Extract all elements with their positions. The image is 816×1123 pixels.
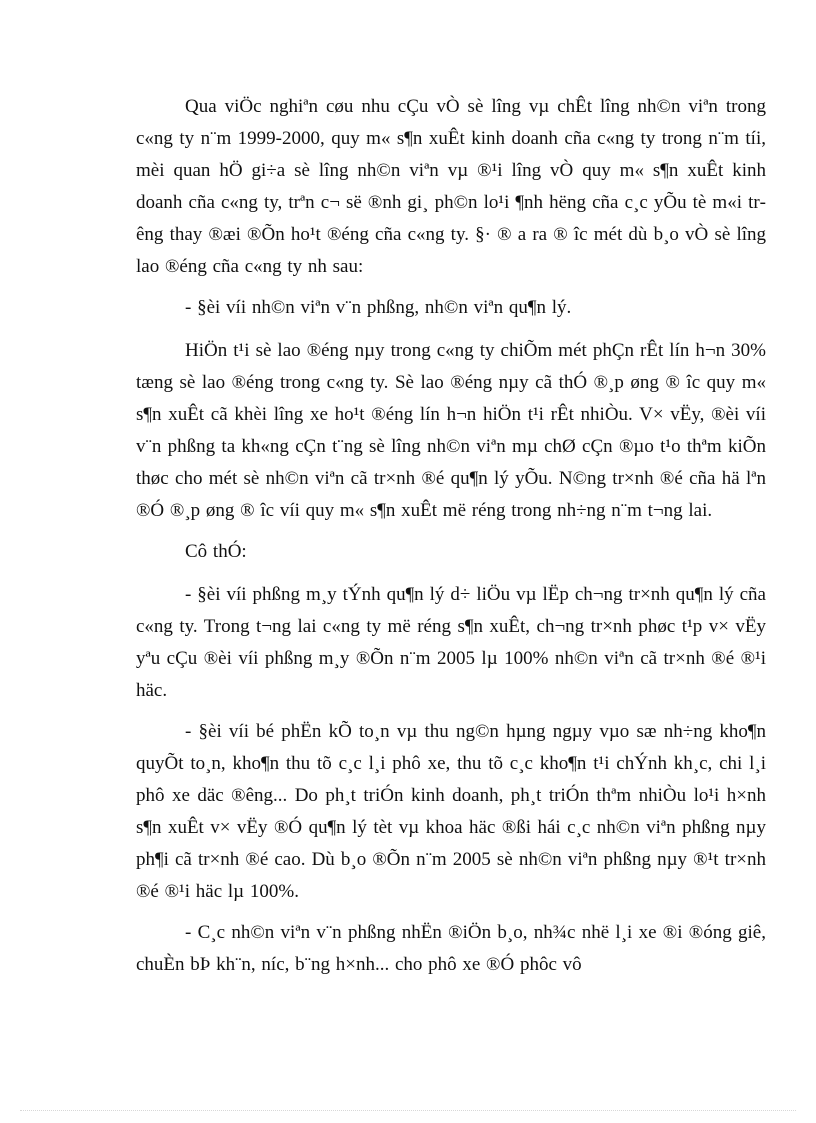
paragraph-office-staff-heading: - §èi víi nh©n viªn v¨n phßng, nh©n viªn qu¶n lý. [185,297,572,318]
document-body [136,91,766,990]
paragraph-specifically: Cô thÓ: [185,541,247,562]
paragraph-current-staff: HiÖn t¹i sè lao ®éng nµy trong c«ng ty chiÕm mét phÇn rÊt lín h¬n 30% tæng sè lao ®éng trong c«ng ty. Sè lao ®éng nµy cã thÓ ®¸p øng ® îc quy m« s¶n xuÊt cã khèi lîng xe ho¹t ®éng lín h¬n hiÖn t¹i rÊt nhiÒu. V× vËy, ®èi víi v¨n phßng ta kh«ng cÇn t¨ng sè lîng nh©n viªn mµ chØ cÇn ®µo t¹o thªm kiÕn thøc cho mét sè nh©n viªn cã tr×nh ®é qu¶n lý yÕu. N©ng tr×nh ®é cña hä lªn ®Ó ®¸p øng ® îc víi quy m« s¶n xuÊt më réng trong nh÷ng n¨m t¬ng lai. [136,340,766,521]
paragraph-computer-room: - §èi víi phßng m¸y tÝnh qu¶n lý d÷ liÖu vµ lËp ch¬ng tr×nh qu¶n lý cña c«ng ty. Trong t¬ng lai c«ng ty më réng s¶n xuÊt, ch¬ng tr×nh phøc t¹p v× vËy yªu cÇu ®èi víi phßng m¸y ®Õn n¨m 2005 lµ 100% nh©n viªn cã tr×nh ®é ®¹i häc. [136,584,766,701]
paragraph-office-duties: - C¸c nh©n viªn v¨n phßng nhËn ®iÖn b¸o, nh¾c nhë l¸i xe ®i ®óng giê, chuÈn bÞ kh¨n, níc, b¨ng h×nh... cho phô xe ®Ó phôc vô [136,922,766,975]
page-bottom-border [20,1110,796,1111]
paragraph-forecast-intro: Qua viÖc nghiªn cøu nhu cÇu vÒ sè lîng vµ chÊt lîng nh©n viªn trong c«ng ty n¨m 1999-2000, quy m« s¶n xuÊt kinh doanh cña c«ng ty trong n¨m tíi, mèi quan hÖ gi÷a sè lîng nh©n viªn vµ ®¹i lîng vÒ quy m« s¶n xuÊt kinh doanh cña c«ng ty, trªn c¬ së ®nh gi¸ ph©n lo¹i ¶nh hëng cña c¸c yÕu tè m«i trêng thay ®æi ®Õn ho¹t ®éng cña c«ng ty. §· ® a ra ® îc mét dù b¸o vÒ sè lîng lao ®éng cña c«ng ty nh sau: [136,96,766,277]
paragraph-accounting: - §èi víi bé phËn kÕ to¸n vµ thu ng©n hµng ngµy vµo sæ nh÷ng kho¶n quyÕt to¸n, kho¶n thu tõ c¸c l¸i phô xe, thu tõ c¸c kho¶n t¹i chÝnh kh¸c, chi l¸i phô xe däc ®êng... Do ph¸t triÓn kinh doanh, ph¸t triÓn thªm nhiÒu lo¹i h×nh s¶n xuÊt v× vËy ®Ó qu¶n lý tèt vµ khoa häc ®ßi hái c¸c nh©n viªn phßng nµy ph¶i cã tr×nh ®é cao. Dù b¸o ®Õn n¨m 2005 sè nh©n viªn phßng nµy ®¹t tr×nh ®é ®¹i häc lµ 100%. [136,721,766,902]
